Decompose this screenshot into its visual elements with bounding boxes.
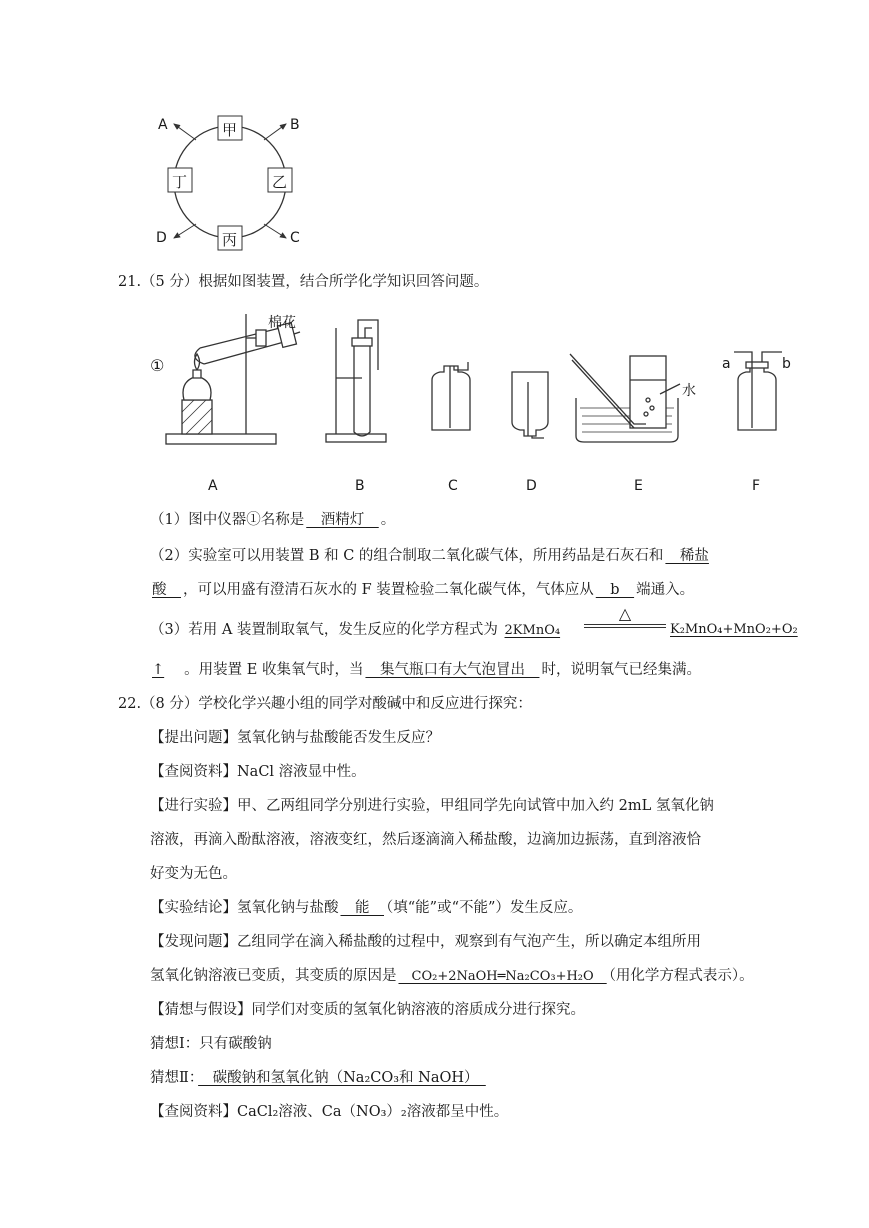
q21-header: 21.（5 分）根据如图装置，结合所学化学知识回答问题。 [118,274,489,290]
answer-port-b: b [595,582,635,598]
label-water: 水 [682,383,696,399]
q22-header: 22.（8 分）学校化学兴趣小组的同学对酸碱中和反应进行探究： [118,696,532,712]
caption-c: C [448,478,458,494]
box-ding: 丁 [172,173,188,191]
arrow-d [174,224,196,238]
caption-f: F [752,478,761,494]
arrow-label-c: C [290,230,300,246]
answer-hcl-part2: 酸 [152,582,181,598]
apparatus-figure [140,308,800,458]
caption-e: E [634,478,643,494]
label-port-a: a [722,356,731,372]
caption-a: A [208,478,218,494]
arrow-a [174,124,196,140]
q21-part3-line1: （3）若用 A 装置制取氧气，发生反应的化学方程式为 2KMnO₄ [150,622,561,638]
equation-right: K₂MnO₄+MnO₂+O₂ [670,622,798,637]
q21-part1: （1）图中仪器①名称是 酒精灯 。 [150,512,396,528]
q22-guess-2: 猜想Ⅱ： 碳酸钠和氢氧化钠（Na₂CO₃和 NaOH） [150,1070,486,1086]
answer-can: 能 [340,900,384,916]
equation-condition: △ [584,604,666,628]
arrow-label-d: D [156,230,167,246]
answer-alcohol-lamp: 酒精灯 [306,512,379,528]
q21-part2-line1: （2）实验室可以用装置 B 和 C 的组合制取二氧化碳气体，所用药品是石灰石和 稀盐 [150,548,709,564]
q22-conclusion: 【实验结论】氢氧化钠与盐酸 能 （填“能”或“不能”）发生反应。 [150,900,583,916]
answer-oxygen-full: 集气瓶口有大气泡冒出 [365,662,540,678]
arrow-label-b: B [290,117,300,133]
q22-experiment-2: 溶液，再滴入酚酞溶液，溶液变红，然后逐滴滴入稀盐酸，边滴加边振荡，直到溶液恰 [150,832,701,848]
label-port-b: b [782,356,791,372]
q22-guess-1: 猜想Ⅰ：只有碳酸钠 [150,1036,272,1052]
q21-part3-line2: ↑ 。用装置 E 收集氧气时，当 集气瓶口有大气泡冒出 时，说明氧气已经集满。 [152,662,701,678]
arrow-b [264,124,286,140]
caption-d: D [526,478,537,494]
answer-equation-co2: CO₂+2NaOH═Na₂CO₃+H₂O [398,969,607,984]
answer-guess-2: 碳酸钠和氢氧化钠（Na₂CO₃和 NaOH） [198,1070,486,1086]
q21-part2-line2: 酸 ，可以用盛有澄清石灰水的 F 装置检验二氧化碳气体，气体应从 b 端通入。 [152,582,695,598]
q22-finding-1: 【发现问题】乙组同学在滴入稀盐酸的过程中，观察到有气泡产生，所以确定本组所用 [150,934,701,950]
box-jia: 甲 [222,121,238,139]
label-cotton: 棉花 [268,315,296,331]
label-instrument-1: ① [150,356,165,375]
q22-info1: 【查阅资料】NaCl 溶液显中性。 [150,764,366,780]
equation-left: 2KMnO₄ [504,623,561,638]
answer-hcl-part1: 稀盐 [665,548,709,564]
q22-experiment-1: 【进行实验】甲、乙两组同学分别进行实验，甲组同学先向试管中加入约 2mL 氢氧化钠 [150,798,714,814]
equation-up-arrow: ↑ [152,662,165,678]
arrow-label-a: A [158,117,168,133]
q22-info2: 【查阅资料】CaCl₂溶液、Ca（NO₃）₂溶液都呈中性。 [150,1104,509,1120]
box-yi: 乙 [272,173,288,191]
q22-experiment-3: 好变为无色。 [150,866,237,882]
box-bing: 丙 [222,231,238,249]
caption-b: B [355,478,365,494]
q22-finding-2: 氢氧化钠溶液已变质，其变质的原因是 CO₂+2NaOH═Na₂CO₃+H₂O （用化学方程式表示）。 [150,968,754,984]
arrow-c [264,224,286,238]
q22-hypothesis: 【猜想与假设】同学们对变质的氢氧化钠溶液的溶质成分进行探究。 [150,1002,585,1018]
q22-problem: 【提出问题】氢氧化钠与盐酸能否发生反应？ [150,730,440,746]
